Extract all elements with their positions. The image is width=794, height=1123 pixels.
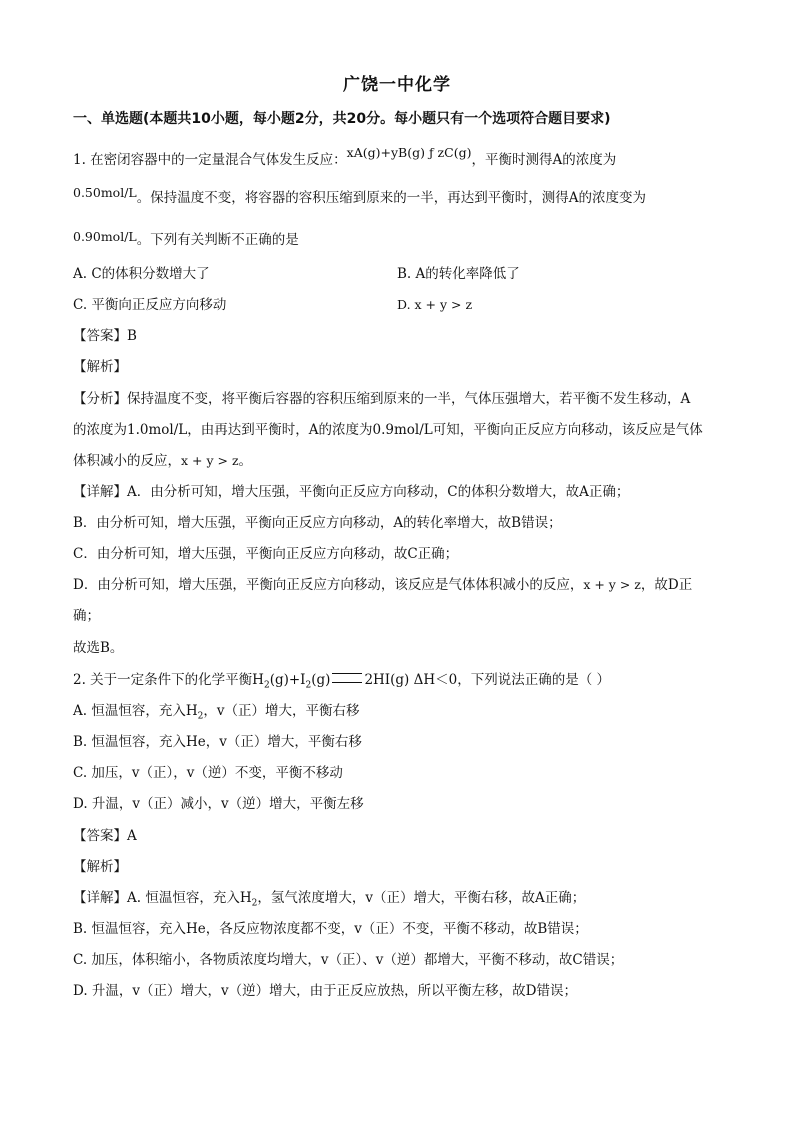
q1-concentration-1: 0.50mol/L bbox=[73, 185, 137, 200]
q1-equation: xA(g)+yB(g) ƒ zC(g) bbox=[346, 145, 472, 160]
q1-detail-d: D．由分析可知，增大压强，平衡向正反应方向移动，该反应是气体体积减小的反应，x + y > z，故D正 bbox=[73, 577, 693, 593]
q1-option-b: B. A的转化率降低了 bbox=[397, 266, 520, 282]
page-title: 广饶一中化学 bbox=[343, 75, 451, 95]
q1-detail-c: C．由分析可知，增大压强，平衡向正反应方向移动，故C正确； bbox=[73, 546, 459, 562]
q2-option-c: C. 加压，v（正），v（逆）不变，平衡不移动 bbox=[73, 765, 343, 781]
q1-option-d: D. x + y > z bbox=[397, 297, 473, 312]
q1-detail-b: B．由分析可知，增大压强，平衡向正反应方向移动，A的转化率增大，故B错误； bbox=[73, 515, 562, 531]
q2-detail-b: B. 恒温恒容，充入He，各反应物浓度都不变，v（正）不变，平衡不移动，故B错误； bbox=[73, 921, 588, 937]
q2-option-d: D. 升温，v（正）减小，v（逆）增大，平衡左移 bbox=[73, 796, 364, 812]
q1-fenxi-line-2: 的浓度为1.0mol/L，由再达到平衡时，A的浓度为0.9mol/L可知，平衡向正反应方向移动，该反应是气体 bbox=[73, 422, 703, 438]
q2-option-b: B. 恒温恒容，充入He，v（正）增大，平衡右移 bbox=[73, 734, 362, 750]
q1-option-a: A. C的体积分数增大了 bbox=[73, 266, 210, 282]
q1-option-c: C. 平衡向正反应方向移动 bbox=[73, 297, 227, 313]
q1-analysis-label: 【解析】 bbox=[73, 359, 127, 375]
q1-stem-line-3: 0.90mol/L。下列有关判断不正确的是 bbox=[73, 229, 299, 248]
q1-fenxi-line-3: 体积减小的反应，x + y > z。 bbox=[73, 453, 253, 469]
q2-analysis-label: 【解析】 bbox=[73, 859, 127, 875]
q2-detail-d: D. 升温，v（正）增大，v（逆）增大，由于正反应放热，所以平衡左移，故D错误； bbox=[73, 983, 578, 999]
q1-answer: 【答案】B bbox=[73, 328, 137, 344]
section-heading: 一、单选题(本题共10小题，每小题2分，共20分。每小题只有一个选项符合题目要求) bbox=[73, 111, 611, 127]
q1-fenxi-line-1: 【分析】保持温度不变，将平衡后容器的容积压缩到原来的一半，气体压强增大，若平衡不发生移动，A bbox=[73, 391, 691, 407]
q2-option-a: A. 恒温恒容，充入$H_2$，v（正）增大，平衡右移 bbox=[73, 703, 360, 722]
q1-detail-d-cont: 确； bbox=[73, 608, 100, 624]
q2-answer: 【答案】A bbox=[73, 828, 137, 844]
q1-detail-a: 【详解】A．由分析可知，增大压强，平衡向正反应方向移动，C的体积分数增大，故A正确； bbox=[73, 484, 630, 500]
equilibrium-arrow-icon bbox=[332, 673, 362, 683]
q2-detail-a: 【详解】A. 恒温恒容，充入$H_2$，氢气浓度增大，v（正）增大，平衡右移，故A正确； bbox=[73, 890, 586, 909]
q1-conclusion: 故选B。 bbox=[73, 640, 124, 656]
q2-detail-c: C. 加压，体积缩小，各物质浓度均增大，v（正）、v（逆）都增大，平衡不移动，故C错误； bbox=[73, 952, 624, 968]
q1-concentration-2: 0.90mol/L bbox=[73, 229, 137, 244]
q1-stem-line-2: 0.50mol/L。保持温度不变，将容器的容积压缩到原来的一半，再达到平衡时，测得A的浓度变为 bbox=[73, 185, 646, 206]
q1-stem-line-1: 1. 在密闭容器中的一定量混合气体发生反应：xA(g)+yB(g) ƒ zC(g)，平衡时测得A的浓度为 bbox=[73, 145, 617, 168]
q2-stem: 2. 关于一定条件下的化学平衡$H_2(g)+I_2(g)$ 2HI(g) ΔH＜0，下列说法正确的是（ ） bbox=[73, 672, 611, 691]
